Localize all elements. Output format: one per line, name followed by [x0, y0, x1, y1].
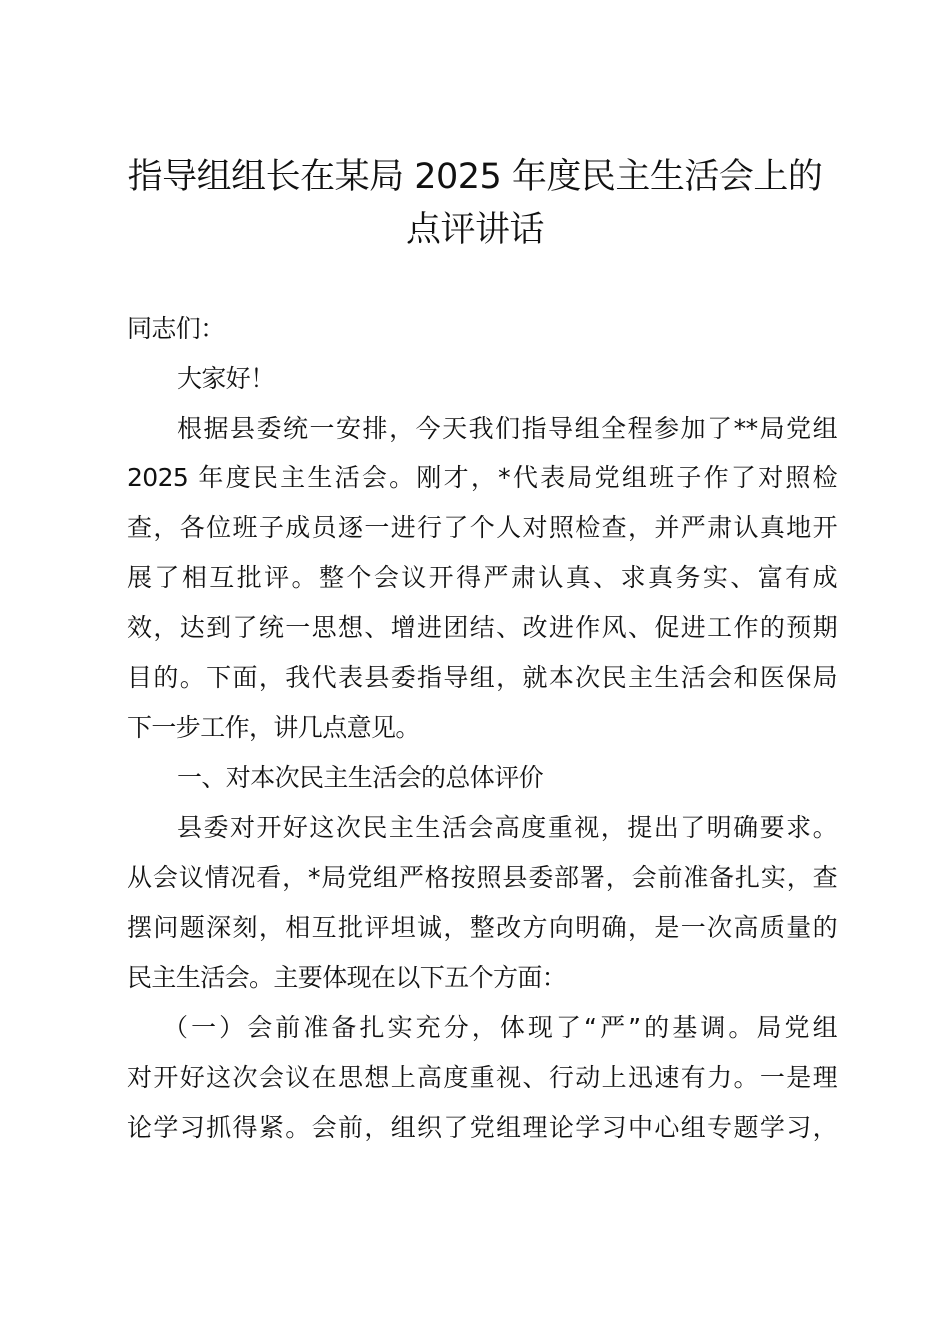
paragraph-1-line: 展了相互批评。整个会议开得严肃认真、求真务实、富有成: [127, 563, 837, 592]
document-title-line-2: 点评讲话: [405, 210, 544, 250]
document-title-line-1: 指导组组长在某局 2025 年度民主生活会上的: [127, 157, 823, 197]
paragraph-1-line: 查，各位班子成员逐一进行了个人对照检查，并严肃认真地开: [127, 513, 837, 542]
paragraph-3-line: 对开好这次会议在思想上高度重视、行动上迅速有力。一是理: [127, 1063, 837, 1092]
paragraph-2-line: 民主生活会。主要体现在以下五个方面：: [127, 963, 567, 992]
section-heading-1: 一、对本次民主生活会的总体评价: [177, 763, 544, 792]
greeting: 大家好！: [177, 364, 275, 393]
paragraph-2-line: 县委对开好这次民主生活会高度重视，提出了明确要求。: [177, 813, 837, 842]
paragraph-2-line: 摆问题深刻，相互批评坦诚，整改方向明确，是一次高质量的: [127, 913, 837, 942]
paragraph-3-line: （一）会前准备扎实充分，体现了“严”的基调。局党组: [163, 1013, 837, 1042]
paragraph-1-line: 2025 年度民主生活会。刚才，*代表局党组班子作了对照检: [127, 463, 837, 492]
paragraph-1-line: 目的。下面，我代表县委指导组，就本次民主生活会和医保局: [127, 663, 837, 692]
paragraph-1-line: 效，达到了统一思想、增进团结、改进作风、促进工作的预期: [127, 613, 837, 642]
paragraph-1-line: 下一步工作，讲几点意见。: [127, 713, 420, 742]
salutation: 同志们：: [127, 314, 225, 343]
paragraph-3-line: 论学习抓得紧。会前，组织了党组理论学习中心组专题学习，: [127, 1113, 837, 1142]
paragraph-1-line: 根据县委统一安排，今天我们指导组全程参加了**局党组: [177, 414, 837, 443]
paragraph-2-line: 从会议情况看，*局党组严格按照县委部署，会前准备扎实，查: [127, 863, 837, 892]
